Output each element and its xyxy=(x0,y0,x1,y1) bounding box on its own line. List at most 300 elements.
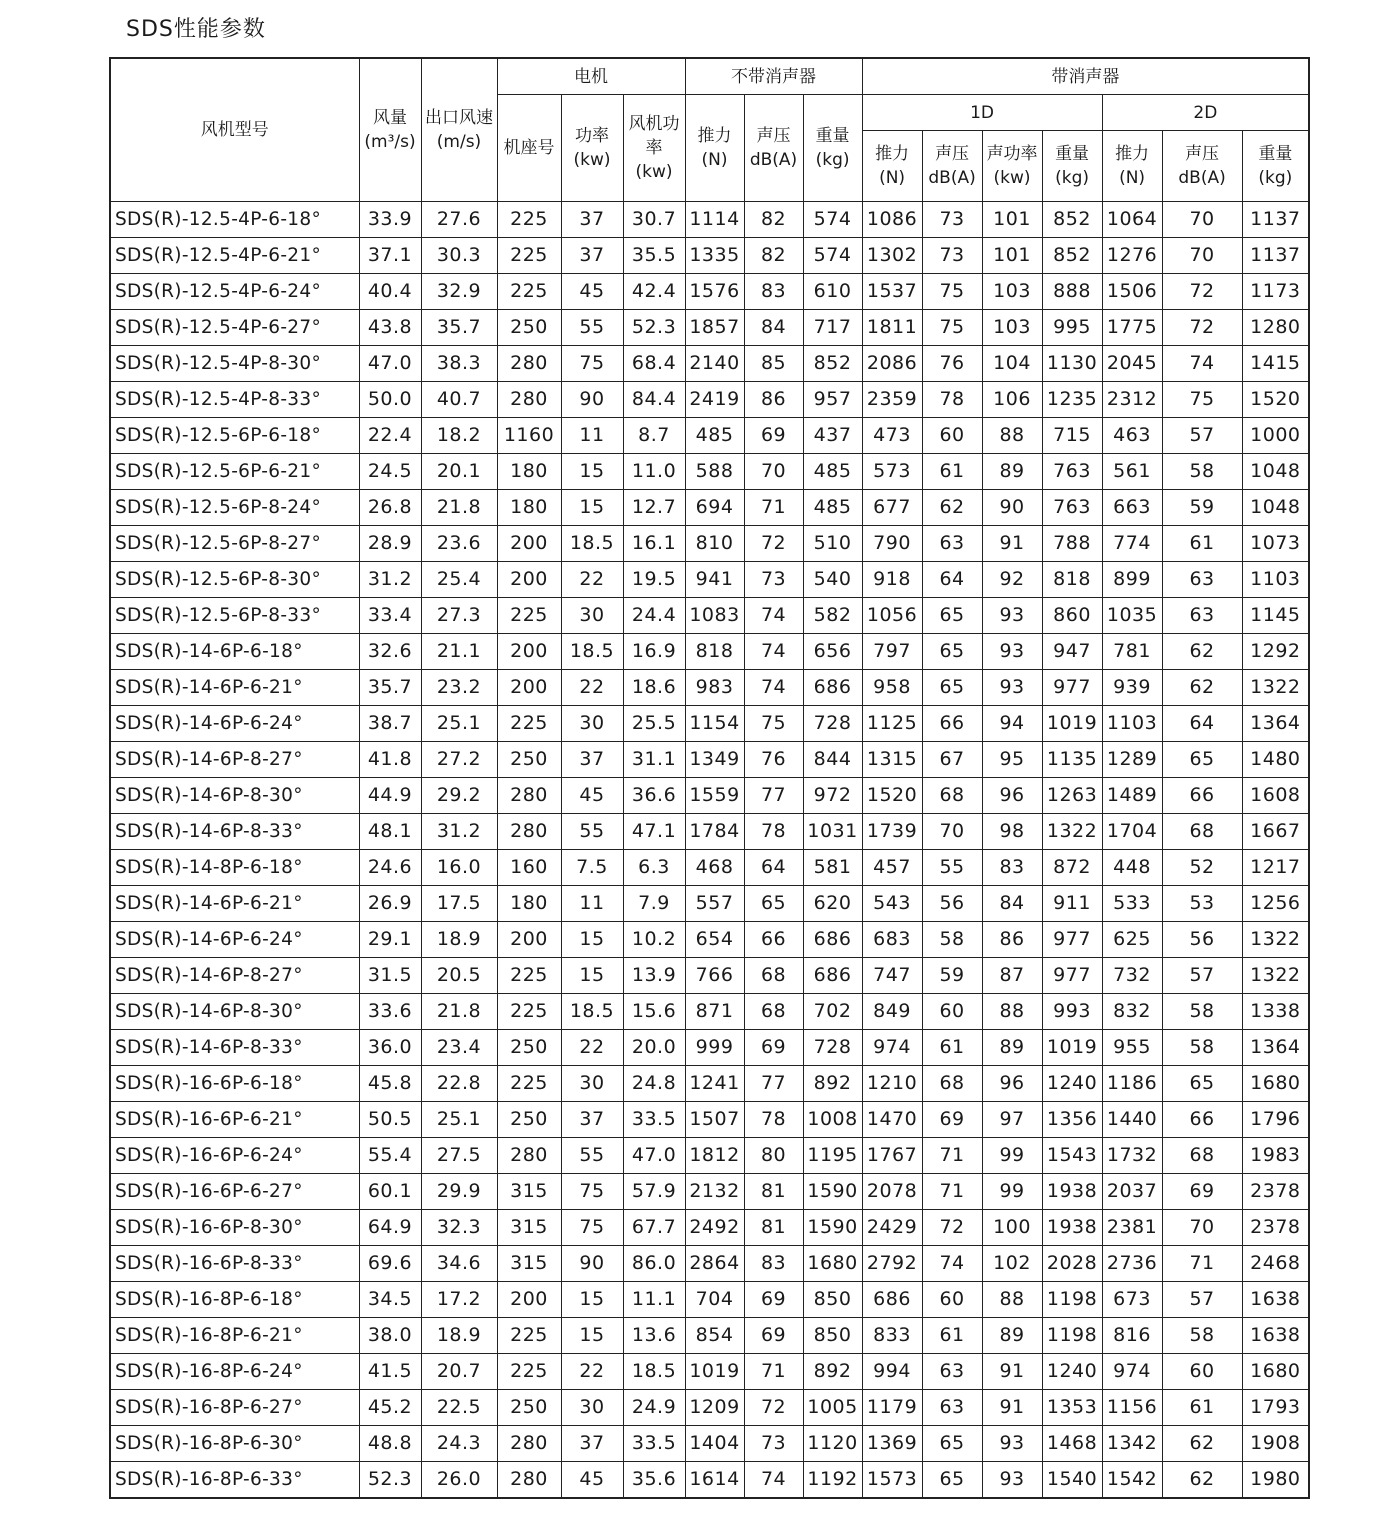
value-cell: 36.0 xyxy=(359,1030,421,1066)
model-cell: SDS(R)-16-8P-6-30° xyxy=(110,1426,359,1462)
value-cell: 33.6 xyxy=(359,994,421,1030)
value-cell: 19.5 xyxy=(623,562,685,598)
value-cell: 2045 xyxy=(1102,346,1162,382)
value-cell: 250 xyxy=(497,1390,561,1426)
value-cell: 60 xyxy=(1162,1354,1242,1390)
value-cell: 69.6 xyxy=(359,1246,421,1282)
value-cell: 1489 xyxy=(1102,778,1162,814)
value-cell: 15 xyxy=(561,1282,623,1318)
value-cell: 18.9 xyxy=(421,1318,497,1354)
value-cell: 1573 xyxy=(862,1462,922,1499)
value-cell: 11 xyxy=(561,886,623,922)
value-cell: 833 xyxy=(862,1318,922,1354)
value-cell: 1240 xyxy=(1042,1354,1102,1390)
value-cell: 71 xyxy=(922,1174,982,1210)
value-cell: 69 xyxy=(922,1102,982,1138)
value-cell: 656 xyxy=(803,634,862,670)
value-cell: 45 xyxy=(561,778,623,814)
value-cell: 1005 xyxy=(803,1390,862,1426)
value-cell: 41.5 xyxy=(359,1354,421,1390)
model-cell: SDS(R)-16-8P-6-18° xyxy=(110,1282,359,1318)
value-cell: 55 xyxy=(561,814,623,850)
value-cell: 62 xyxy=(1162,670,1242,706)
value-cell: 1404 xyxy=(685,1426,744,1462)
airflow-header: 风量 (m³/s) xyxy=(359,58,421,202)
value-cell: 911 xyxy=(1042,886,1102,922)
value-cell: 850 xyxy=(803,1318,862,1354)
value-cell: 485 xyxy=(803,490,862,526)
table-row xyxy=(110,958,1309,994)
value-cell: 66 xyxy=(1162,778,1242,814)
value-cell: 55.4 xyxy=(359,1138,421,1174)
value-cell: 35.7 xyxy=(421,310,497,346)
value-cell: 63 xyxy=(1162,598,1242,634)
value-cell: 81 xyxy=(744,1210,803,1246)
value-cell: 280 xyxy=(497,346,561,382)
value-cell: 280 xyxy=(497,778,561,814)
value-cell: 540 xyxy=(803,562,862,598)
value-cell: 21.8 xyxy=(421,490,497,526)
model-cell: SDS(R)-14-6P-8-33° xyxy=(110,814,359,850)
value-cell: 983 xyxy=(685,670,744,706)
value-cell: 56 xyxy=(922,886,982,922)
value-cell: 1209 xyxy=(685,1390,744,1426)
value-cell: 7.9 xyxy=(623,886,685,922)
table-row xyxy=(110,490,1309,526)
value-cell: 2492 xyxy=(685,1210,744,1246)
value-cell: 955 xyxy=(1102,1030,1162,1066)
value-cell: 1120 xyxy=(803,1426,862,1462)
model-cell: SDS(R)-14-6P-8-27° xyxy=(110,742,359,778)
value-cell: 1192 xyxy=(803,1462,862,1499)
value-cell: 1210 xyxy=(862,1066,922,1102)
value-cell: 10.2 xyxy=(623,922,685,958)
model-cell: SDS(R)-16-6P-8-30° xyxy=(110,1210,359,1246)
value-cell: 26.9 xyxy=(359,886,421,922)
value-cell: 1732 xyxy=(1102,1138,1162,1174)
value-cell: 66 xyxy=(922,706,982,742)
value-cell: 63 xyxy=(922,1390,982,1426)
value-cell: 1335 xyxy=(685,238,744,274)
table-row xyxy=(110,1282,1309,1318)
value-cell: 1186 xyxy=(1102,1066,1162,1102)
value-cell: 30 xyxy=(561,598,623,634)
value-cell: 1322 xyxy=(1242,922,1309,958)
value-cell: 69 xyxy=(744,1282,803,1318)
table-row xyxy=(110,1354,1309,1390)
table-row xyxy=(110,1066,1309,1102)
value-cell: 65 xyxy=(922,1426,982,1462)
value-cell: 68 xyxy=(744,994,803,1030)
value-cell: 52.3 xyxy=(623,310,685,346)
value-cell: 55 xyxy=(561,1138,623,1174)
value-cell: 57.9 xyxy=(623,1174,685,1210)
value-cell: 994 xyxy=(862,1354,922,1390)
value-cell: 66 xyxy=(744,922,803,958)
value-cell: 93 xyxy=(982,1426,1042,1462)
value-cell: 1241 xyxy=(685,1066,744,1102)
value-cell: 16.1 xyxy=(623,526,685,562)
value-cell: 63 xyxy=(922,526,982,562)
model-cell: SDS(R)-16-6P-6-21° xyxy=(110,1102,359,1138)
value-cell: 1356 xyxy=(1042,1102,1102,1138)
value-cell: 225 xyxy=(497,958,561,994)
value-cell: 61 xyxy=(1162,1390,1242,1426)
value-cell: 74 xyxy=(744,598,803,634)
value-cell: 93 xyxy=(982,670,1042,706)
value-cell: 1130 xyxy=(1042,346,1102,382)
value-cell: 2037 xyxy=(1102,1174,1162,1210)
model-cell: SDS(R)-14-6P-8-27° xyxy=(110,958,359,994)
value-cell: 75 xyxy=(1162,382,1242,418)
value-cell: 69 xyxy=(744,1030,803,1066)
value-cell: 315 xyxy=(497,1174,561,1210)
value-cell: 25.1 xyxy=(421,1102,497,1138)
model-cell: SDS(R)-14-6P-8-30° xyxy=(110,994,359,1030)
value-cell: 852 xyxy=(803,346,862,382)
model-cell: SDS(R)-12.5-6P-8-24° xyxy=(110,490,359,526)
value-cell: 82 xyxy=(744,238,803,274)
value-cell: 57 xyxy=(1162,418,1242,454)
value-cell: 60 xyxy=(922,994,982,1030)
table-row xyxy=(110,1030,1309,1066)
value-cell: 16.9 xyxy=(623,634,685,670)
value-cell: 23.6 xyxy=(421,526,497,562)
value-cell: 1137 xyxy=(1242,238,1309,274)
value-cell: 77 xyxy=(744,778,803,814)
value-cell: 68 xyxy=(744,958,803,994)
value-cell: 852 xyxy=(1042,202,1102,238)
value-cell: 48.8 xyxy=(359,1426,421,1462)
page-title: SDS性能参数 xyxy=(126,17,266,42)
fan-power-header: 风机功率 (kw) xyxy=(623,95,685,202)
value-cell: 654 xyxy=(685,922,744,958)
value-cell: 1048 xyxy=(1242,490,1309,526)
model-cell: SDS(R)-16-6P-6-24° xyxy=(110,1138,359,1174)
value-cell: 90 xyxy=(561,382,623,418)
value-cell: 468 xyxy=(685,850,744,886)
value-cell: 694 xyxy=(685,490,744,526)
value-cell: 160 xyxy=(497,850,561,886)
model-cell: SDS(R)-16-6P-8-33° xyxy=(110,1246,359,1282)
model-cell: SDS(R)-12.5-6P-6-21° xyxy=(110,454,359,490)
value-cell: 86 xyxy=(982,922,1042,958)
model-cell: SDS(R)-16-8P-6-33° xyxy=(110,1462,359,1499)
value-cell: 1103 xyxy=(1102,706,1162,742)
value-cell: 1240 xyxy=(1042,1066,1102,1102)
value-cell: 1137 xyxy=(1242,202,1309,238)
value-cell: 1048 xyxy=(1242,454,1309,490)
value-cell: 974 xyxy=(1102,1354,1162,1390)
value-cell: 68.4 xyxy=(623,346,685,382)
value-cell: 1103 xyxy=(1242,562,1309,598)
model-cell: SDS(R)-16-8P-6-21° xyxy=(110,1318,359,1354)
value-cell: 180 xyxy=(497,454,561,490)
value-cell: 686 xyxy=(803,670,862,706)
value-cell: 18.5 xyxy=(561,526,623,562)
value-cell: 31.2 xyxy=(359,562,421,598)
value-cell: 70 xyxy=(922,814,982,850)
table-row xyxy=(110,706,1309,742)
value-cell: 30 xyxy=(561,706,623,742)
value-cell: 715 xyxy=(1042,418,1102,454)
value-cell: 27.6 xyxy=(421,202,497,238)
value-cell: 1520 xyxy=(1242,382,1309,418)
value-cell: 250 xyxy=(497,310,561,346)
value-cell: 45 xyxy=(561,1462,623,1499)
model-cell: SDS(R)-12.5-4P-8-33° xyxy=(110,382,359,418)
value-cell: 24.5 xyxy=(359,454,421,490)
value-cell: 2086 xyxy=(862,346,922,382)
value-cell: 31.1 xyxy=(623,742,685,778)
value-cell: 1938 xyxy=(1042,1210,1102,1246)
value-cell: 52.3 xyxy=(359,1462,421,1499)
outlet-speed-header: 出口风速 (m/s) xyxy=(421,58,497,202)
value-cell: 180 xyxy=(497,490,561,526)
value-cell: 457 xyxy=(862,850,922,886)
value-cell: 37 xyxy=(561,742,623,778)
value-cell: 61 xyxy=(922,454,982,490)
value-cell: 1857 xyxy=(685,310,744,346)
value-cell: 225 xyxy=(497,706,561,742)
value-cell: 225 xyxy=(497,202,561,238)
value-cell: 1784 xyxy=(685,814,744,850)
value-cell: 55 xyxy=(561,310,623,346)
value-cell: 1680 xyxy=(1242,1066,1309,1102)
value-cell: 732 xyxy=(1102,958,1162,994)
value-cell: 12.7 xyxy=(623,490,685,526)
value-cell: 82 xyxy=(744,202,803,238)
value-cell: 103 xyxy=(982,310,1042,346)
value-cell: 73 xyxy=(744,562,803,598)
value-cell: 1019 xyxy=(1042,1030,1102,1066)
value-cell: 95 xyxy=(982,742,1042,778)
thrust-header: 推力 (N) xyxy=(685,95,744,202)
model-header: 风机型号 xyxy=(110,58,359,202)
value-cell: 225 xyxy=(497,238,561,274)
value-cell: 939 xyxy=(1102,670,1162,706)
table-row xyxy=(110,1246,1309,1282)
value-cell: 106 xyxy=(982,382,1042,418)
value-cell: 561 xyxy=(1102,454,1162,490)
value-cell: 56 xyxy=(1162,922,1242,958)
value-cell: 844 xyxy=(803,742,862,778)
value-cell: 38.3 xyxy=(421,346,497,382)
value-cell: 15 xyxy=(561,490,623,526)
value-cell: 2419 xyxy=(685,382,744,418)
value-cell: 728 xyxy=(803,706,862,742)
value-cell: 1156 xyxy=(1102,1390,1162,1426)
value-cell: 888 xyxy=(1042,274,1102,310)
value-cell: 200 xyxy=(497,562,561,598)
value-cell: 21.1 xyxy=(421,634,497,670)
value-cell: 43.8 xyxy=(359,310,421,346)
value-cell: 1173 xyxy=(1242,274,1309,310)
value-cell: 1338 xyxy=(1242,994,1309,1030)
value-cell: 86 xyxy=(744,382,803,418)
value-cell: 78 xyxy=(922,382,982,418)
table-row xyxy=(110,346,1309,382)
value-cell: 1083 xyxy=(685,598,744,634)
value-cell: 581 xyxy=(803,850,862,886)
value-cell: 200 xyxy=(497,634,561,670)
value-cell: 1292 xyxy=(1242,634,1309,670)
value-cell: 620 xyxy=(803,886,862,922)
value-cell: 33.9 xyxy=(359,202,421,238)
value-cell: 57 xyxy=(1162,1282,1242,1318)
value-cell: 8.7 xyxy=(623,418,685,454)
value-cell: 96 xyxy=(982,1066,1042,1102)
value-cell: 1179 xyxy=(862,1390,922,1426)
value-cell: 977 xyxy=(1042,670,1102,706)
value-cell: 225 xyxy=(497,598,561,634)
value-cell: 98 xyxy=(982,814,1042,850)
value-cell: 22.8 xyxy=(421,1066,497,1102)
value-cell: 68 xyxy=(922,778,982,814)
value-cell: 61 xyxy=(922,1030,982,1066)
value-cell: 65 xyxy=(922,634,982,670)
value-cell: 18.5 xyxy=(623,1354,685,1390)
value-cell: 100 xyxy=(982,1210,1042,1246)
value-cell: 52 xyxy=(1162,850,1242,886)
value-cell: 1608 xyxy=(1242,778,1309,814)
1d-weight-header: 重量 (kg) xyxy=(1042,131,1102,202)
value-cell: 1198 xyxy=(1042,1318,1102,1354)
table-row xyxy=(110,670,1309,706)
value-cell: 852 xyxy=(1042,238,1102,274)
value-cell: 38.0 xyxy=(359,1318,421,1354)
value-cell: 1198 xyxy=(1042,1282,1102,1318)
value-cell: 65 xyxy=(744,886,803,922)
value-cell: 1135 xyxy=(1042,742,1102,778)
table-row xyxy=(110,886,1309,922)
value-cell: 860 xyxy=(1042,598,1102,634)
value-cell: 1349 xyxy=(685,742,744,778)
with-silencer-header: 带消声器 xyxy=(862,58,1309,95)
value-cell: 485 xyxy=(685,418,744,454)
value-cell: 37 xyxy=(561,1426,623,1462)
value-cell: 50.0 xyxy=(359,382,421,418)
value-cell: 96 xyxy=(982,778,1042,814)
value-cell: 280 xyxy=(497,1462,561,1499)
value-cell: 23.2 xyxy=(421,670,497,706)
value-cell: 89 xyxy=(982,454,1042,490)
value-cell: 250 xyxy=(497,742,561,778)
value-cell: 40.7 xyxy=(421,382,497,418)
1d-swl-header: 声功率(kw) xyxy=(982,131,1042,202)
value-cell: 75 xyxy=(922,310,982,346)
value-cell: 1364 xyxy=(1242,706,1309,742)
value-cell: 2381 xyxy=(1102,1210,1162,1246)
value-cell: 728 xyxy=(803,1030,862,1066)
value-cell: 70 xyxy=(744,454,803,490)
model-cell: SDS(R)-12.5-6P-8-30° xyxy=(110,562,359,598)
value-cell: 42.4 xyxy=(623,274,685,310)
table-row xyxy=(110,382,1309,418)
value-cell: 18.6 xyxy=(623,670,685,706)
value-cell: 225 xyxy=(497,994,561,1030)
value-cell: 53 xyxy=(1162,886,1242,922)
value-cell: 1739 xyxy=(862,814,922,850)
value-cell: 35.7 xyxy=(359,670,421,706)
value-cell: 97 xyxy=(982,1102,1042,1138)
value-cell: 1145 xyxy=(1242,598,1309,634)
value-cell: 47.1 xyxy=(623,814,685,850)
value-cell: 818 xyxy=(685,634,744,670)
value-cell: 15 xyxy=(561,922,623,958)
value-cell: 90 xyxy=(982,490,1042,526)
table-row xyxy=(110,850,1309,886)
no-silencer-header: 不带消声器 xyxy=(685,58,862,95)
value-cell: 686 xyxy=(803,958,862,994)
value-cell: 99 xyxy=(982,1138,1042,1174)
value-cell: 1263 xyxy=(1042,778,1102,814)
table-header xyxy=(110,58,1309,202)
value-cell: 2140 xyxy=(685,346,744,382)
value-cell: 94 xyxy=(982,706,1042,742)
value-cell: 77 xyxy=(744,1066,803,1102)
value-cell: 2736 xyxy=(1102,1246,1162,1282)
value-cell: 62 xyxy=(922,490,982,526)
value-cell: 918 xyxy=(862,562,922,598)
value-cell: 1276 xyxy=(1102,238,1162,274)
value-cell: 1056 xyxy=(862,598,922,634)
model-cell: SDS(R)-16-8P-6-24° xyxy=(110,1354,359,1390)
value-cell: 34.5 xyxy=(359,1282,421,1318)
model-cell: SDS(R)-12.5-4P-6-27° xyxy=(110,310,359,346)
value-cell: 1938 xyxy=(1042,1174,1102,1210)
value-cell: 790 xyxy=(862,526,922,562)
value-cell: 1000 xyxy=(1242,418,1309,454)
value-cell: 25.1 xyxy=(421,706,497,742)
value-cell: 65 xyxy=(922,1462,982,1499)
value-cell: 48.1 xyxy=(359,814,421,850)
value-cell: 67 xyxy=(922,742,982,778)
table-row xyxy=(110,526,1309,562)
value-cell: 58 xyxy=(1162,994,1242,1030)
value-cell: 2028 xyxy=(1042,1246,1102,1282)
value-cell: 62 xyxy=(1162,1462,1242,1499)
value-cell: 74 xyxy=(744,634,803,670)
value-cell: 250 xyxy=(497,1102,561,1138)
value-cell: 40.4 xyxy=(359,274,421,310)
value-cell: 1680 xyxy=(803,1246,862,1282)
value-cell: 89 xyxy=(982,1030,1042,1066)
value-cell: 977 xyxy=(1042,958,1102,994)
value-cell: 854 xyxy=(685,1318,744,1354)
value-cell: 32.6 xyxy=(359,634,421,670)
value-cell: 24.9 xyxy=(623,1390,685,1426)
value-cell: 70 xyxy=(1162,202,1242,238)
value-cell: 69 xyxy=(1162,1174,1242,1210)
value-cell: 1480 xyxy=(1242,742,1309,778)
value-cell: 673 xyxy=(1102,1282,1162,1318)
frame-header: 机座号 xyxy=(497,95,561,202)
value-cell: 47.0 xyxy=(623,1138,685,1174)
value-cell: 1537 xyxy=(862,274,922,310)
value-cell: 574 xyxy=(803,202,862,238)
value-cell: 78 xyxy=(744,1102,803,1138)
value-cell: 2792 xyxy=(862,1246,922,1282)
value-cell: 2378 xyxy=(1242,1174,1309,1210)
value-cell: 704 xyxy=(685,1282,744,1318)
value-cell: 65 xyxy=(922,670,982,706)
value-cell: 781 xyxy=(1102,634,1162,670)
1d-thrust-header: 推力 (N) xyxy=(862,131,922,202)
table-row xyxy=(110,238,1309,274)
value-cell: 75 xyxy=(561,1210,623,1246)
value-cell: 64.9 xyxy=(359,1210,421,1246)
